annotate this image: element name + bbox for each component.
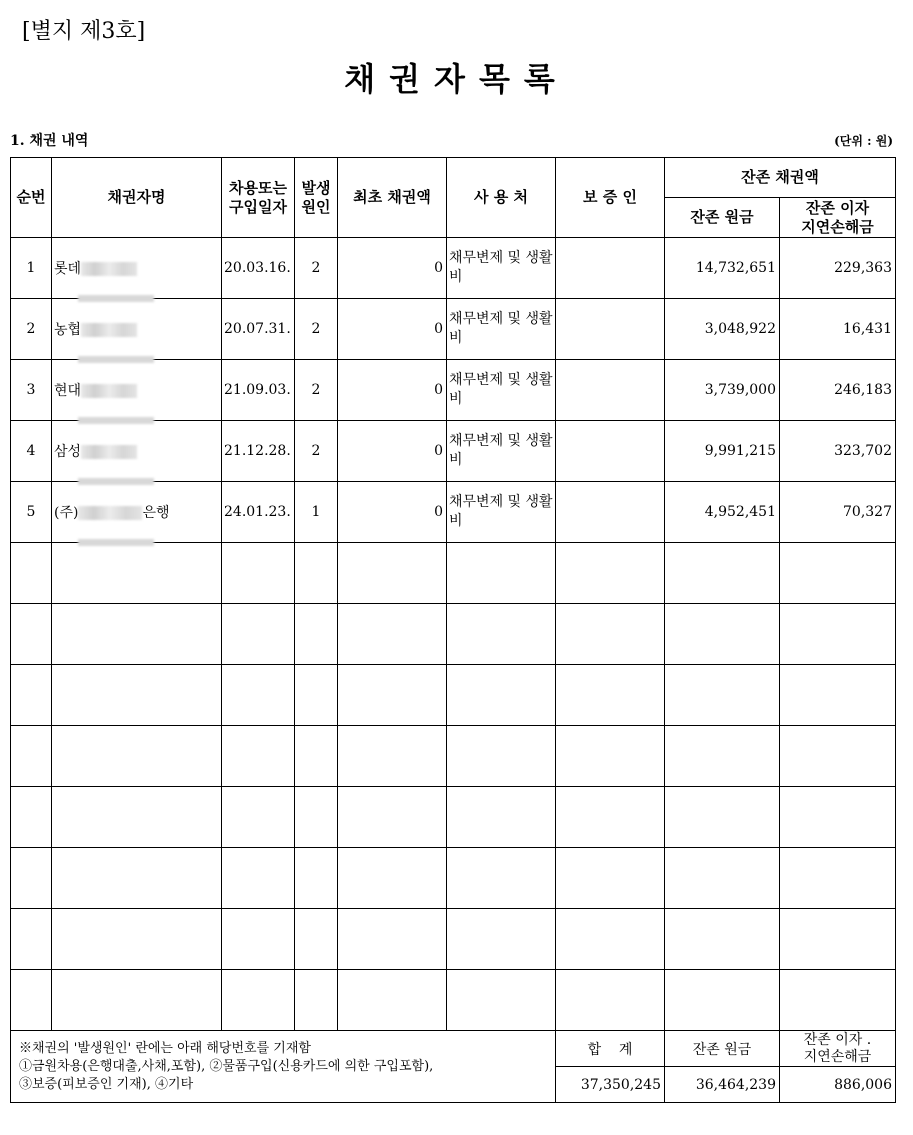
empty-cell: [52, 909, 222, 970]
empty-cell: [295, 970, 338, 1031]
cell-guarantor: [556, 299, 665, 360]
empty-cell: [295, 726, 338, 787]
page-title: 채권자목록: [344, 60, 569, 98]
header-initial: 최초 채권액: [338, 158, 447, 238]
empty-cell: [665, 543, 780, 604]
empty-cell: [556, 970, 665, 1031]
empty-cell: [780, 726, 896, 787]
header-cause-l1: 발생: [301, 178, 331, 197]
empty-cell: [447, 665, 556, 726]
empty-cell: [52, 787, 222, 848]
empty-cell: [665, 909, 780, 970]
redaction-blur: [78, 539, 154, 546]
empty-cell: [447, 543, 556, 604]
table-row: [11, 482, 896, 543]
cell-creditor: [52, 299, 222, 360]
cell-usage: 채무변제 및 생활비: [447, 421, 556, 482]
cell-interest: 16,431: [780, 299, 896, 360]
empty-cell: [665, 787, 780, 848]
unit-label: (단위 : 원): [834, 134, 893, 148]
header-seq: 순번: [11, 158, 52, 238]
empty-cell: [338, 909, 447, 970]
cell-date: 24.01.23.: [222, 482, 295, 543]
empty-cell: [447, 726, 556, 787]
empty-cell: [556, 726, 665, 787]
empty-cell: [52, 848, 222, 909]
cell-creditor: [52, 482, 222, 543]
creditor-suffix: 은행: [142, 505, 170, 521]
empty-cell: [556, 604, 665, 665]
cell-initial: 0: [338, 360, 447, 421]
empty-cell: [780, 604, 896, 665]
empty-cell: [338, 848, 447, 909]
empty-cell: [11, 604, 52, 665]
cell-interest: 229,363: [780, 238, 896, 299]
header-interest-l2: 지연손해금: [801, 217, 874, 236]
empty-cell: [222, 726, 295, 787]
creditor-name: 현대: [54, 383, 82, 399]
cell-cause: 1: [295, 482, 338, 543]
cell-usage: 채무변제 및 생활비: [447, 238, 556, 299]
header-interest: [780, 198, 896, 238]
empty-cell: [338, 604, 447, 665]
header-cause-l2: 원인: [301, 197, 331, 216]
cell-guarantor: [556, 360, 665, 421]
cell-usage: 채무변제 및 생활비: [447, 482, 556, 543]
cell-principal: 4,952,451: [665, 482, 780, 543]
total-principal-value: 36,464,239: [665, 1067, 780, 1103]
header-remaining: 잔존 채권액: [665, 158, 896, 198]
empty-cell: [780, 543, 896, 604]
empty-cell: [11, 665, 52, 726]
cell-principal: 9,991,215: [665, 421, 780, 482]
empty-cell: [295, 787, 338, 848]
empty-cell: [52, 665, 222, 726]
empty-cell: [52, 543, 222, 604]
cell-seq: 1: [11, 238, 52, 299]
section-title: 1. 채권 내역: [10, 133, 89, 149]
empty-cell: [295, 665, 338, 726]
table-row: [11, 238, 896, 299]
empty-cell: [338, 787, 447, 848]
empty-cell: [222, 787, 295, 848]
table-row: [11, 360, 896, 421]
empty-cell: [447, 848, 556, 909]
cell-guarantor: [556, 238, 665, 299]
empty-cell: [338, 726, 447, 787]
creditor-name: 롯데: [54, 261, 82, 277]
empty-cell: [665, 848, 780, 909]
cell-principal: 14,732,651: [665, 238, 780, 299]
empty-cell: [780, 787, 896, 848]
empty-cell: [295, 848, 338, 909]
redaction-blur: [78, 506, 142, 520]
cell-seq: 3: [11, 360, 52, 421]
cell-seq: 4: [11, 421, 52, 482]
header-creditor: 채권자명: [52, 158, 222, 238]
empty-cell: [338, 543, 447, 604]
empty-cell: [780, 909, 896, 970]
form-label: [별지 제3호]: [22, 19, 146, 44]
empty-cell: [780, 848, 896, 909]
empty-cell: [780, 970, 896, 1031]
empty-cell: [11, 909, 52, 970]
empty-cell: [11, 787, 52, 848]
empty-cell: [556, 665, 665, 726]
cell-cause: 2: [295, 421, 338, 482]
empty-cell: [295, 604, 338, 665]
cell-creditor: [52, 238, 222, 299]
creditor-name: (주): [54, 505, 79, 521]
cell-interest: 323,702: [780, 421, 896, 482]
note-line-1: ※채권의 '발생원인' 란에는 아래 해당번호를 기재함: [19, 1040, 311, 1056]
cell-creditor: [52, 360, 222, 421]
empty-cell: [222, 604, 295, 665]
cell-initial: 0: [338, 238, 447, 299]
total-interest-label-l1: 잔존 이자 .: [803, 1031, 872, 1048]
empty-cell: [665, 970, 780, 1031]
cell-date: 20.07.31.: [222, 299, 295, 360]
cell-initial: 0: [338, 482, 447, 543]
empty-cell: [780, 665, 896, 726]
total-value: 37,350,245: [556, 1067, 665, 1103]
empty-row: [11, 909, 896, 970]
total-principal-label: 잔존 원금: [665, 1031, 780, 1067]
header-date: [222, 158, 295, 238]
total-interest-label: [780, 1031, 896, 1067]
cell-initial: 0: [338, 421, 447, 482]
cell-usage: 채무변제 및 생활비: [447, 299, 556, 360]
cell-guarantor: [556, 421, 665, 482]
total-interest-value: 886,006: [780, 1067, 896, 1103]
empty-cell: [11, 848, 52, 909]
cell-cause: 2: [295, 238, 338, 299]
empty-row: [11, 726, 896, 787]
empty-cell: [52, 970, 222, 1031]
notes-cell: [11, 1031, 556, 1103]
empty-row: [11, 604, 896, 665]
total-label: 합 계: [556, 1031, 665, 1067]
redaction-blur: [81, 384, 137, 398]
cell-initial: 0: [338, 299, 447, 360]
creditor-name: 삼성: [54, 444, 82, 460]
header-interest-l1: 잔존 이자: [805, 198, 870, 217]
table-row: [11, 299, 896, 360]
header-guarantor: 보 증 인: [556, 158, 665, 238]
empty-cell: [11, 543, 52, 604]
empty-cell: [556, 543, 665, 604]
cell-seq: 2: [11, 299, 52, 360]
cell-principal: 3,739,000: [665, 360, 780, 421]
empty-cell: [52, 726, 222, 787]
empty-cell: [338, 970, 447, 1031]
empty-cell: [556, 848, 665, 909]
empty-cell: [338, 665, 447, 726]
empty-cell: [295, 909, 338, 970]
empty-cell: [556, 909, 665, 970]
empty-cell: [222, 970, 295, 1031]
header-date-l1: 차용또는: [229, 178, 287, 197]
cell-usage: 채무변제 및 생활비: [447, 360, 556, 421]
cell-date: 20.03.16.: [222, 238, 295, 299]
empty-cell: [447, 604, 556, 665]
empty-cell: [447, 909, 556, 970]
header-cause: [295, 158, 338, 238]
cell-date: 21.09.03.: [222, 360, 295, 421]
empty-cell: [447, 787, 556, 848]
empty-cell: [222, 665, 295, 726]
redaction-blur: [81, 323, 137, 337]
empty-cell: [11, 726, 52, 787]
empty-row: [11, 970, 896, 1031]
empty-cell: [11, 970, 52, 1031]
empty-row: [11, 665, 896, 726]
empty-cell: [665, 604, 780, 665]
creditor-table: [10, 157, 896, 1103]
header-usage: 사 용 처: [447, 158, 556, 238]
cell-interest: 246,183: [780, 360, 896, 421]
empty-cell: [665, 665, 780, 726]
cell-guarantor: [556, 482, 665, 543]
empty-cell: [222, 909, 295, 970]
empty-row: [11, 787, 896, 848]
header-date-l2: 구입일자: [229, 197, 287, 216]
empty-cell: [222, 543, 295, 604]
empty-cell: [222, 848, 295, 909]
redaction-blur: [81, 445, 137, 459]
empty-cell: [556, 787, 665, 848]
cell-principal: 3,048,922: [665, 299, 780, 360]
cell-seq: 5: [11, 482, 52, 543]
cell-date: 21.12.28.: [222, 421, 295, 482]
note-line-3: ③보증(피보증인 기재), ④기타: [19, 1076, 194, 1092]
cell-cause: 2: [295, 360, 338, 421]
cell-creditor: [52, 421, 222, 482]
table-row: [11, 421, 896, 482]
cell-cause: 2: [295, 299, 338, 360]
cell-interest: 70,327: [780, 482, 896, 543]
empty-cell: [52, 604, 222, 665]
empty-cell: [665, 726, 780, 787]
total-interest-label-l2: 지연손해금: [803, 1048, 872, 1065]
note-line-2: ①금원차용(은행대출,사채,포함), ②물품구입(신용카드에 의한 구입포함),: [19, 1058, 434, 1074]
header-principal: 잔존 원금: [665, 198, 780, 238]
redaction-blur: [81, 262, 137, 276]
empty-row: [11, 848, 896, 909]
empty-cell: [447, 970, 556, 1031]
creditor-name: 농협: [54, 322, 82, 338]
empty-row: [11, 543, 896, 604]
empty-cell: [295, 543, 338, 604]
